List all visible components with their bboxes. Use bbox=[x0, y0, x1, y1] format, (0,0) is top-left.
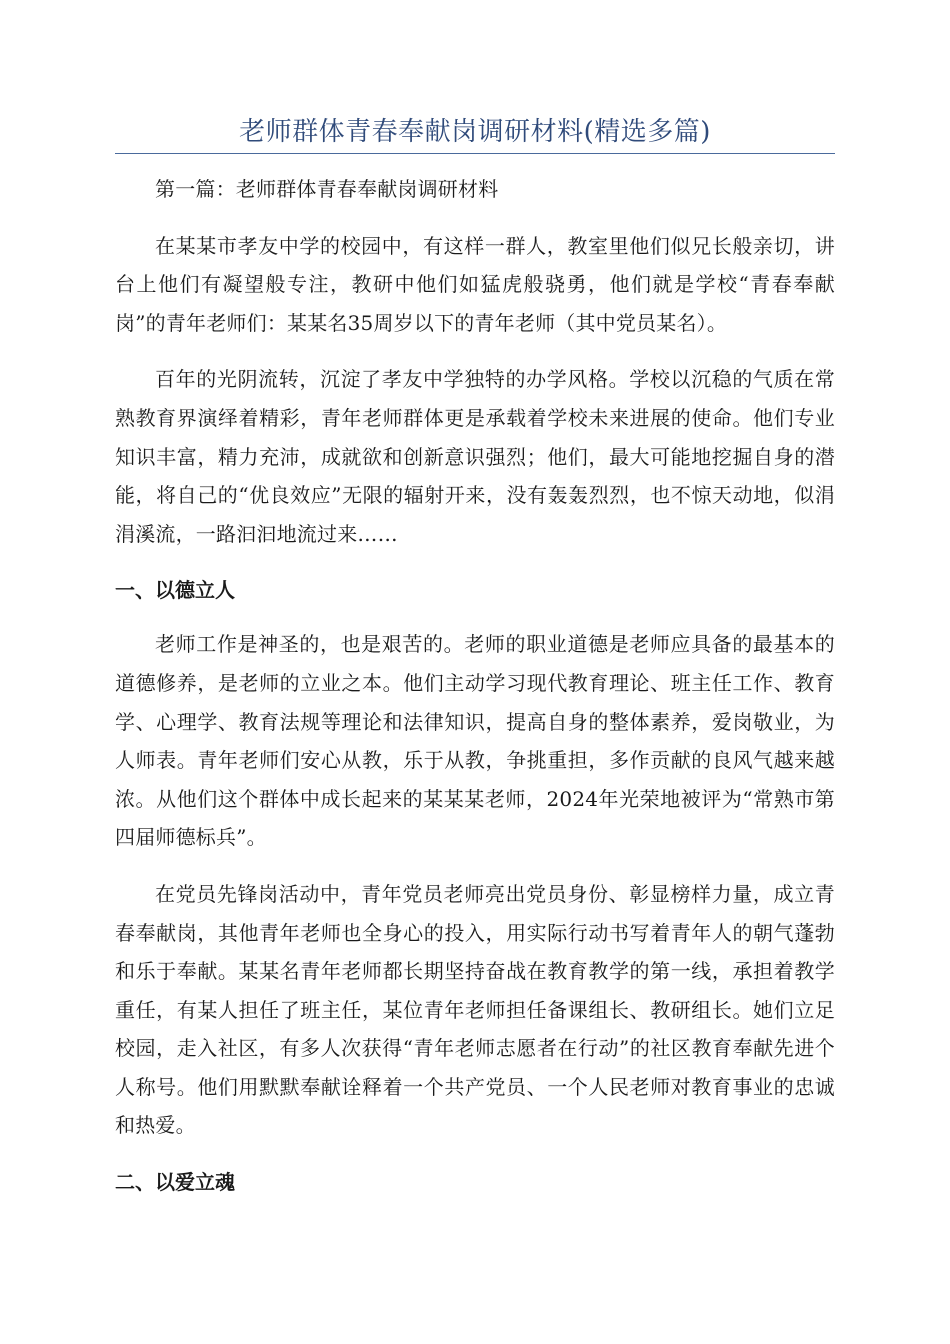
body-paragraph: 老师工作是神圣的，也是艰苦的。老师的职业道德是老师应具备的最基本的道德修养，是老师的立业之本。他们主动学习现代教育理论、班主任工作、教育学、心理学、教育法规等理论和法律知识，提高自身的整体素养，爱岗敬业，为人师表。青年老师们安心从教，乐于从教，争挑重担，多作贡献的良风气越来越浓。从他们这个群体中成长起来的某某某老师，2024年光荣地被评为“常熟市第四届师德标兵”。 bbox=[115, 632, 835, 850]
body-paragraph: 在某某市孝友中学的校园中，有这样一群人，教室里他们似兄长般亲切，讲台上他们有凝望般专注，教研中他们如猛虎般骁勇，他们就是学校“青春奉献岗”的青年老师们：某某名35周岁以下的青年老师（其中党员某名）。 bbox=[115, 233, 835, 335]
document-body bbox=[115, 170, 835, 1217]
title-underline bbox=[115, 153, 835, 154]
section-subtitle: 第一篇：老师群体青春奉献岗调研材料 bbox=[155, 177, 499, 201]
body-paragraph: 在党员先锋岗活动中，青年党员老师亮出党员身份、彰显榜样力量，成立青春奉献岗，其他青年老师也全身心的投入，用实际行动书写着青年人的朝气蓬勃和乐于奉献。某某名青年老师都长期坚持奋战在教育教学的第一线，承担着教学重任，有某人担任了班主任，某位青年老师担任备课组长、教研组长。她们立足校园，走入社区，有多人次获得“青年老师志愿者在行动”的社区教育奉献先进个人称号。他们用默默奉献诠释着一个共产党员、一个人民老师对教育事业的忠诚和热爱。 bbox=[115, 881, 835, 1138]
document-title: 老师群体青春奉献岗调研材料(精选多篇) bbox=[239, 117, 711, 147]
body-paragraph: 百年的光阴流转，沉淀了孝友中学独特的办学风格。学校以沉稳的气质在常熟教育界演绎着精彩，青年老师群体更是承载着学校未来进展的使命。他们专业知识丰富，精力充沛，成就欲和创新意识强烈；他们，最大可能地挖掘自身的潜能，将自己的“优良效应”无限的辐射开来，没有轰轰烈烈，也不惊天动地，似涓涓溪流，一路汩汩地流过来…… bbox=[115, 367, 835, 546]
section-heading: 一、以德立人 bbox=[115, 578, 235, 603]
section-heading: 二、以爱立魂 bbox=[115, 1170, 235, 1195]
